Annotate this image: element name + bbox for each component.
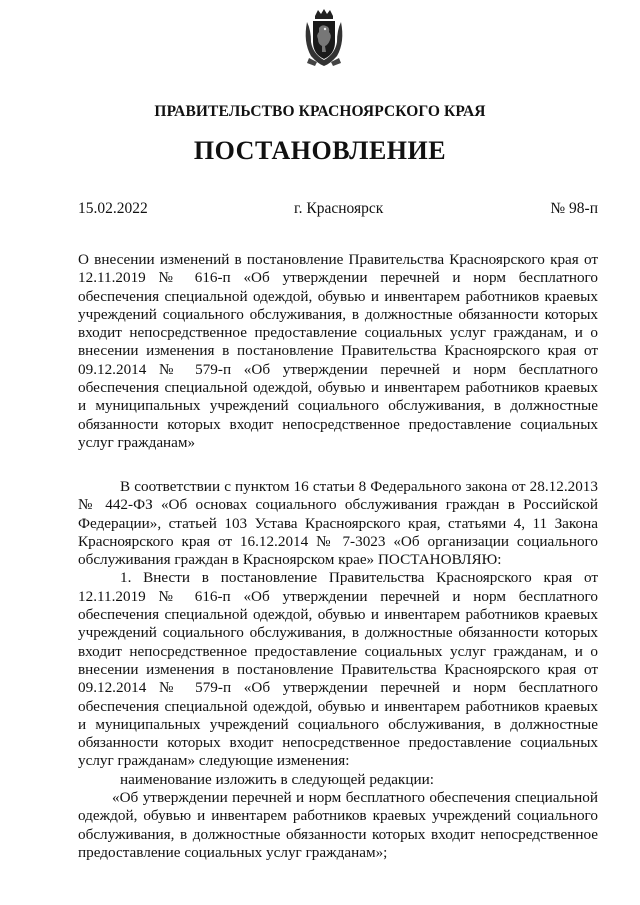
document-date: 15.02.2022	[78, 200, 148, 217]
coat-of-arms-icon	[301, 8, 347, 68]
document-city: г. Красноярск	[294, 200, 384, 217]
item-1-paragraph: 1. Внести в постановление Правительства Красноярского края от 12.11.2019 № 616-п «Об утверждении перечней и норм бесплатного обеспечения специальной одеждой, обувью и инвентарем работников краевых учреждений социального обслуживания, в должностные обязанности которых входит непосредственное предоставление социальных услуг гражданам, и о внесении изменения в постановление Правительства Красноярского края от 09.12.2014 № 579-п «Об утверждении перечней и норм бесплатного обеспечения специальной одеждой, обувью и инвентарем работников краевых и муниципальных учреждений социального обслуживания, в должностные обязанности которых входит непосредственное предоставление социальных услуг гражданам» следующие изменения:	[78, 569, 598, 770]
document-meta	[78, 200, 598, 218]
document-number: № 98-п	[550, 200, 598, 217]
item-1-quote-paragraph: «Об утверждении перечней и норм бесплатного обеспечения специальной одеждой, обувью и инвентарем работников краевых учреждений социального обслуживания, в должностные обязанности которых входит непосредственное предоставление социальных услуг гражданам»;	[78, 789, 598, 861]
item-1-subparagraph: наименование изложить в следующей редакции:	[120, 770, 434, 788]
organization-name: ПРАВИТЕЛЬСТВО КРАСНОЯРСКОГО КРАЯ	[154, 103, 486, 120]
document-title: О внесении изменений в постановление Правительства Красноярского края от 12.11.2019 № 616-п «Об утверждении перечней и норм бесплатного обеспечения специальной одеждой, обувью и инвентарем работников краевых учреждений социального обслуживания, в должностные обязанности которых входит непосредственное предоставление социальных услуг гражданам, и о внесении изменения в постановление Правительства Красноярского края от 09.12.2014 № 579-п «Об утверждении перечней и норм бесплатного обеспечения специальной одеждой, обувью и инвентарем работников краевых и муниципальных учреждений социального обслуживания, в должностные обязанности которых входит непосредственное предоставление социальных услуг гражданам»	[78, 251, 598, 451]
document-type: ПОСТАНОВЛЕНИЕ	[193, 136, 447, 165]
preamble-paragraph: В соответствии с пунктом 16 статьи 8 Федерального закона от 28.12.2013 № 442-ФЗ «Об основах социального обслуживания граждан в Российской Федерации», статьей 103 Устава Красноярского края, статьями 4, 11 Закона Красноярского края от 16.12.2014 № 7-3023 «Об организации социального обслуживания граждан в Красноярском крае» ПОСТАНОВЛЯЮ:	[78, 478, 598, 569]
document-body	[78, 478, 598, 862]
